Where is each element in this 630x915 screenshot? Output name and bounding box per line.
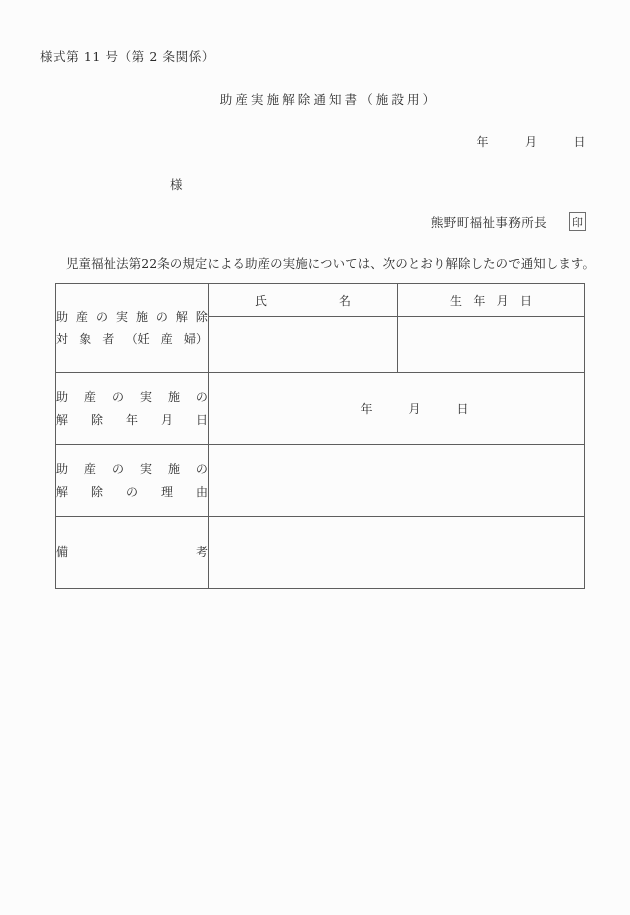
body-paragraph: 児童福祉法第22条の規定による助産の実施については、次のとおり解除したので通知します。 xyxy=(66,256,595,271)
termination-month-unit: 月 xyxy=(408,402,421,416)
row-label-termination-date xyxy=(56,373,209,445)
termination-day-unit: 日 xyxy=(456,402,469,416)
row-label-subject xyxy=(56,284,209,373)
form-number: 様式第 11 号（第 2 条関係） xyxy=(40,49,215,64)
table-row-remarks xyxy=(56,517,585,589)
row-label-subject-line1: 助 産 の 実 施 の 解 除 xyxy=(56,309,208,324)
column-header-name xyxy=(209,284,398,317)
row-label-remarks xyxy=(56,517,209,589)
issue-date-year-unit: 年 xyxy=(476,135,489,149)
seal-stamp-icon: 印 xyxy=(569,212,586,231)
issue-date-month-unit: 月 xyxy=(524,135,538,149)
row-label-termination-date-line2: 解 除 年 月 日 xyxy=(56,412,208,427)
row-label-reason-line2: 解 除 の 理 由 xyxy=(56,484,208,499)
issue-date-line xyxy=(440,133,586,150)
input-reason[interactable] xyxy=(209,445,585,517)
row-label-termination-date-line1: 助 産 の 実 施 の xyxy=(56,390,208,405)
issuer-line xyxy=(431,212,586,231)
input-subject-name[interactable] xyxy=(209,317,398,373)
row-label-subject-line2: 対 象 者 （妊 産 婦） xyxy=(56,332,208,346)
input-remarks[interactable] xyxy=(209,517,585,589)
column-header-name-right: 名 xyxy=(338,293,351,308)
document-title: 助産実施解除通知書（施設用） xyxy=(219,92,439,107)
row-label-reason-line1: 助 産 の 実 施 の xyxy=(56,462,208,477)
table-row-reason xyxy=(56,445,585,517)
termination-year-unit: 年 xyxy=(360,402,373,416)
addressee-honorific: 様 xyxy=(170,177,183,192)
input-subject-birthdate[interactable] xyxy=(398,317,585,373)
notice-detail-table xyxy=(55,283,585,589)
row-label-remarks-text: 備 考 xyxy=(56,545,208,560)
row-label-reason xyxy=(56,445,209,517)
column-header-birthdate: 生 年 月 日 xyxy=(398,284,585,317)
issue-date-day-unit: 日 xyxy=(573,135,586,149)
issuer-name: 熊野町福祉事務所長 xyxy=(430,214,547,230)
table-row-subject-header xyxy=(56,284,585,317)
column-header-name-left: 氏 xyxy=(255,293,268,308)
input-termination-date[interactable] xyxy=(209,373,585,445)
table-row-termination-date xyxy=(56,373,585,445)
